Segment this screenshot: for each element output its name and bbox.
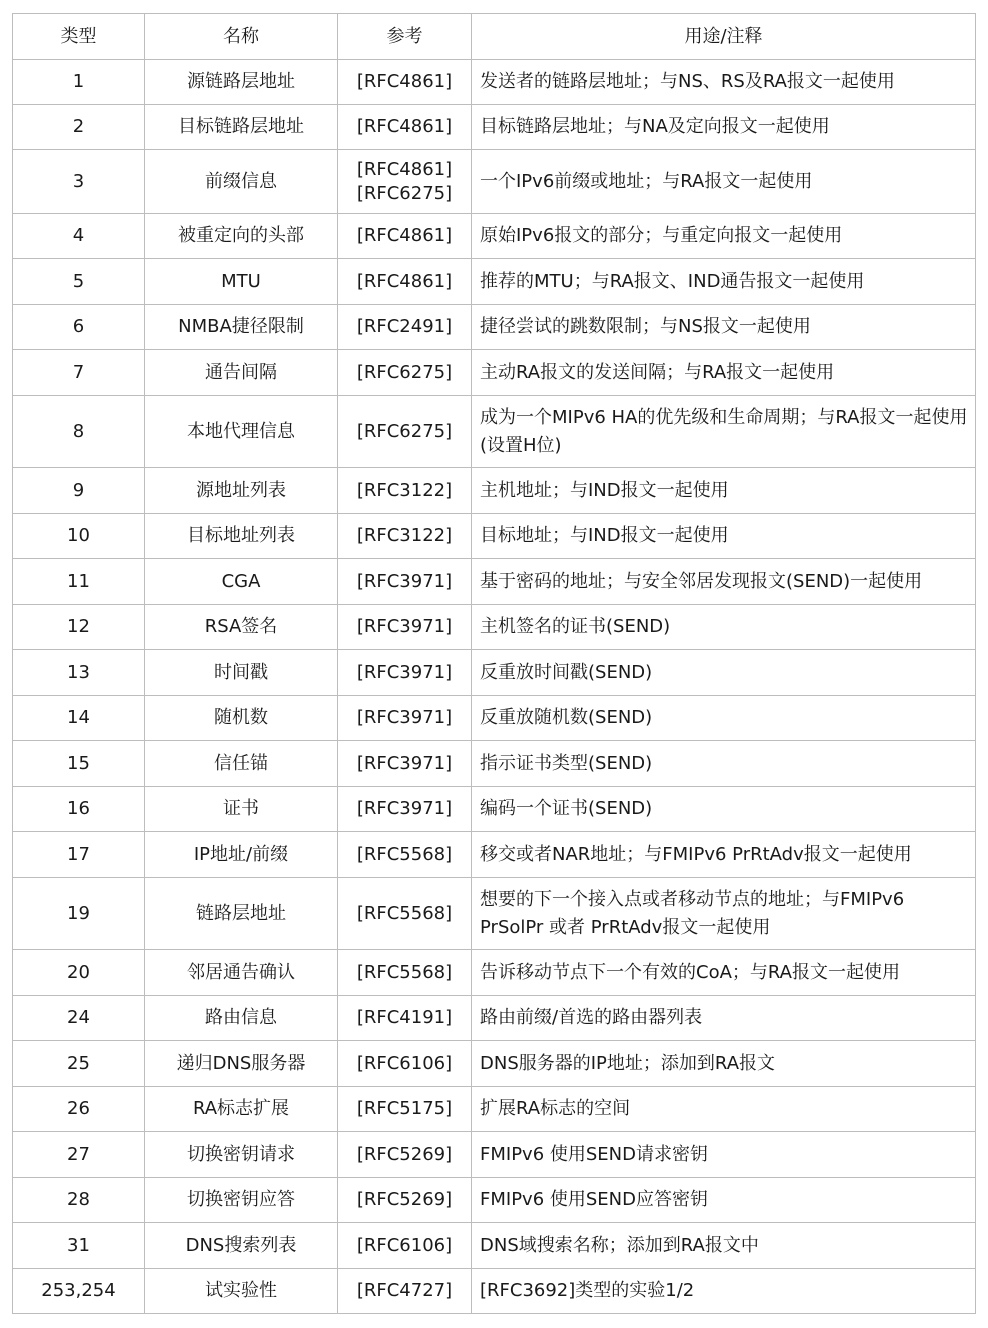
- cell-type: 19: [13, 878, 145, 950]
- table-row: [13, 60, 976, 105]
- ref-text: [RFC4861]: [356, 225, 453, 246]
- cell-ref: [338, 559, 472, 605]
- table-row: [13, 1132, 976, 1178]
- table-header: [13, 14, 976, 60]
- cell-name: IP地址/前缀: [145, 832, 338, 878]
- cell-type: 5: [13, 259, 145, 305]
- cell-name: 目标链路层地址: [145, 105, 338, 150]
- header-row: [13, 14, 976, 60]
- cell-ref: [338, 787, 472, 832]
- cell-type: 28: [13, 1178, 145, 1223]
- cell-ref: [338, 1132, 472, 1178]
- cell-name: 链路层地址: [145, 878, 338, 950]
- table-row: [13, 650, 976, 696]
- ref-text: [RFC3971]: [356, 570, 453, 592]
- table-row: [13, 950, 976, 996]
- cell-ref: [338, 741, 472, 787]
- cell-type: 8: [13, 396, 145, 468]
- cell-name: 切换密钥请求: [145, 1132, 338, 1178]
- cell-use: 扩展RA标志的空间: [472, 1087, 976, 1132]
- cell-type: 11: [13, 559, 145, 605]
- cell-ref: [338, 150, 472, 214]
- cell-use: [RFC3692]类型的实验1/2: [472, 1269, 976, 1314]
- cell-use: 想要的下一个接入点或者移动节点的地址；与FMIPv6 PrSolPr 或者 PrRtAdv报文一起使用: [472, 878, 976, 950]
- cell-ref: [338, 996, 472, 1041]
- cell-use: 反重放随机数(SEND): [472, 696, 976, 741]
- table-row: [13, 605, 976, 650]
- cell-use: 推荐的MTU；与RA报文、IND通告报文一起使用: [472, 259, 976, 305]
- cell-use: 路由前缀/首选的路由器列表: [472, 996, 976, 1041]
- cell-ref: [338, 468, 472, 514]
- cell-use: 原始IPv6报文的部分；与重定向报文一起使用: [472, 214, 976, 259]
- cell-use: 移交或者NAR地址；与FMIPv6 PrRtAdv报文一起使用: [472, 832, 976, 878]
- table-row: [13, 468, 976, 514]
- header-ref: 参考: [338, 14, 472, 60]
- header-use: 用途/注释: [472, 14, 976, 60]
- cell-name: 证书: [145, 787, 338, 832]
- cell-type: 3: [13, 150, 145, 214]
- table-row: [13, 787, 976, 832]
- table-row: [13, 305, 976, 350]
- cell-ref: [338, 1223, 472, 1269]
- cell-ref: [338, 1269, 472, 1314]
- table-row: [13, 1087, 976, 1132]
- cell-type: 9: [13, 468, 145, 514]
- ref-text: [RFC4861]: [356, 270, 453, 292]
- cell-name: RSA签名: [145, 605, 338, 650]
- ref-text: [RFC5269]: [356, 1143, 453, 1165]
- ref-text: [RFC3971]: [356, 752, 453, 774]
- cell-ref: [338, 259, 472, 305]
- cell-name: MTU: [145, 259, 338, 305]
- ref-text: [RFC2491]: [356, 316, 453, 337]
- cell-name: 随机数: [145, 696, 338, 741]
- cell-ref: [338, 605, 472, 650]
- cell-use: 告诉移动节点下一个有效的CoA；与RA报文一起使用: [472, 950, 976, 996]
- cell-name: 切换密钥应答: [145, 1178, 338, 1223]
- cell-use: 目标链路层地址；与NA及定向报文一起使用: [472, 105, 976, 150]
- cell-type: 25: [13, 1041, 145, 1087]
- cell-type: 24: [13, 996, 145, 1041]
- cell-ref: [338, 1178, 472, 1223]
- cell-name: 源地址列表: [145, 468, 338, 514]
- cell-name: 本地代理信息: [145, 396, 338, 468]
- cell-ref: [338, 60, 472, 105]
- cell-type: 10: [13, 514, 145, 559]
- table-row: [13, 878, 976, 950]
- cell-use: FMIPv6 使用SEND应答密钥: [472, 1178, 976, 1223]
- ref-text: [RFC4861]: [356, 71, 453, 92]
- cell-use: 主机签名的证书(SEND): [472, 605, 976, 650]
- ref-text: [RFC3122]: [356, 525, 453, 546]
- cell-name: CGA: [145, 559, 338, 605]
- cell-use: DNS服务器的IP地址；添加到RA报文: [472, 1041, 976, 1087]
- ref-text: [RFC5269]: [356, 1189, 453, 1210]
- nd-options-table: [12, 13, 976, 1314]
- ref-text: [RFC3971]: [356, 707, 453, 728]
- cell-name: 被重定向的头部: [145, 214, 338, 259]
- ref-text: [RFC3971]: [356, 661, 453, 683]
- cell-name: 试实验性: [145, 1269, 338, 1314]
- cell-type: 17: [13, 832, 145, 878]
- cell-type: 31: [13, 1223, 145, 1269]
- ref-text: [RFC6275]: [356, 182, 453, 204]
- table-row: [13, 259, 976, 305]
- cell-ref: [338, 396, 472, 468]
- cell-type: 15: [13, 741, 145, 787]
- ref-text: [RFC3122]: [356, 479, 453, 501]
- cell-use: 反重放时间戳(SEND): [472, 650, 976, 696]
- cell-name: 邻居通告确认: [145, 950, 338, 996]
- cell-use: 成为一个MIPv6 HA的优先级和生命周期；与RA报文一起使用(设置H位): [472, 396, 976, 468]
- header-type: 类型: [13, 14, 145, 60]
- ref-text: [RFC5568]: [356, 902, 453, 924]
- cell-name: 路由信息: [145, 996, 338, 1041]
- table-row: [13, 214, 976, 259]
- cell-ref: [338, 1087, 472, 1132]
- cell-name: RA标志扩展: [145, 1087, 338, 1132]
- cell-ref: [338, 1041, 472, 1087]
- cell-ref: [338, 950, 472, 996]
- table-row: [13, 1223, 976, 1269]
- cell-name: 源链路层地址: [145, 60, 338, 105]
- cell-use: 主动RA报文的发送间隔；与RA报文一起使用: [472, 350, 976, 396]
- cell-type: 12: [13, 605, 145, 650]
- ref-text: [RFC6275]: [356, 420, 453, 442]
- table-body: [13, 60, 976, 1314]
- cell-type: 14: [13, 696, 145, 741]
- ref-text: [RFC4191]: [356, 1007, 453, 1028]
- cell-name: DNS搜索列表: [145, 1223, 338, 1269]
- table-row: [13, 996, 976, 1041]
- cell-type: 20: [13, 950, 145, 996]
- ref-text: [RFC4861]: [356, 158, 453, 180]
- cell-use: 指示证书类型(SEND): [472, 741, 976, 787]
- cell-type: 13: [13, 650, 145, 696]
- cell-use: 主机地址；与IND报文一起使用: [472, 468, 976, 514]
- cell-use: 发送者的链路层地址；与NS、RS及RA报文一起使用: [472, 60, 976, 105]
- cell-ref: [338, 514, 472, 559]
- cell-type: 26: [13, 1087, 145, 1132]
- ref-text: [RFC6106]: [356, 1052, 453, 1074]
- cell-use: DNS域搜索名称；添加到RA报文中: [472, 1223, 976, 1269]
- cell-ref: [338, 350, 472, 396]
- cell-use: FMIPv6 使用SEND请求密钥: [472, 1132, 976, 1178]
- ref-text: [RFC3971]: [356, 616, 453, 637]
- cell-name: 前缀信息: [145, 150, 338, 214]
- cell-type: 16: [13, 787, 145, 832]
- ref-text: [RFC3971]: [356, 798, 453, 819]
- ref-text: [RFC5568]: [356, 843, 453, 865]
- ref-text: [RFC5175]: [356, 1098, 453, 1119]
- cell-ref: [338, 305, 472, 350]
- table-row: [13, 696, 976, 741]
- cell-ref: [338, 832, 472, 878]
- cell-type: 27: [13, 1132, 145, 1178]
- cell-use: 目标地址；与IND报文一起使用: [472, 514, 976, 559]
- table-row: [13, 1041, 976, 1087]
- cell-type: 253,254: [13, 1269, 145, 1314]
- cell-ref: [338, 650, 472, 696]
- ref-text: [RFC5568]: [356, 961, 453, 983]
- cell-name: 信任锚: [145, 741, 338, 787]
- table-row: [13, 832, 976, 878]
- table-row: [13, 514, 976, 559]
- cell-use: 捷径尝试的跳数限制；与NS报文一起使用: [472, 305, 976, 350]
- ref-text: [RFC6275]: [356, 361, 453, 383]
- cell-use: 基于密码的地址；与安全邻居发现报文(SEND)一起使用: [472, 559, 976, 605]
- cell-use: 一个IPv6前缀或地址；与RA报文一起使用: [472, 150, 976, 214]
- table-row: [13, 1178, 976, 1223]
- cell-ref: [338, 878, 472, 950]
- cell-name: 目标地址列表: [145, 514, 338, 559]
- cell-name: NMBA捷径限制: [145, 305, 338, 350]
- cell-ref: [338, 696, 472, 741]
- table-row: [13, 350, 976, 396]
- table-row: [13, 150, 976, 214]
- cell-ref: [338, 105, 472, 150]
- cell-type: 2: [13, 105, 145, 150]
- ref-text: [RFC4727]: [356, 1280, 453, 1301]
- header-name: 名称: [145, 14, 338, 60]
- cell-use: 编码一个证书(SEND): [472, 787, 976, 832]
- cell-type: 4: [13, 214, 145, 259]
- cell-ref: [338, 214, 472, 259]
- cell-name: 通告间隔: [145, 350, 338, 396]
- ref-text: [RFC6106]: [356, 1234, 453, 1256]
- cell-name: 递归DNS服务器: [145, 1041, 338, 1087]
- table-row: [13, 741, 976, 787]
- table-row: [13, 105, 976, 150]
- cell-name: 时间戳: [145, 650, 338, 696]
- table-row: [13, 1269, 976, 1314]
- ref-text: [RFC4861]: [356, 116, 453, 137]
- table-row: [13, 559, 976, 605]
- table-row: [13, 396, 976, 468]
- cell-type: 7: [13, 350, 145, 396]
- cell-type: 6: [13, 305, 145, 350]
- cell-type: 1: [13, 60, 145, 105]
